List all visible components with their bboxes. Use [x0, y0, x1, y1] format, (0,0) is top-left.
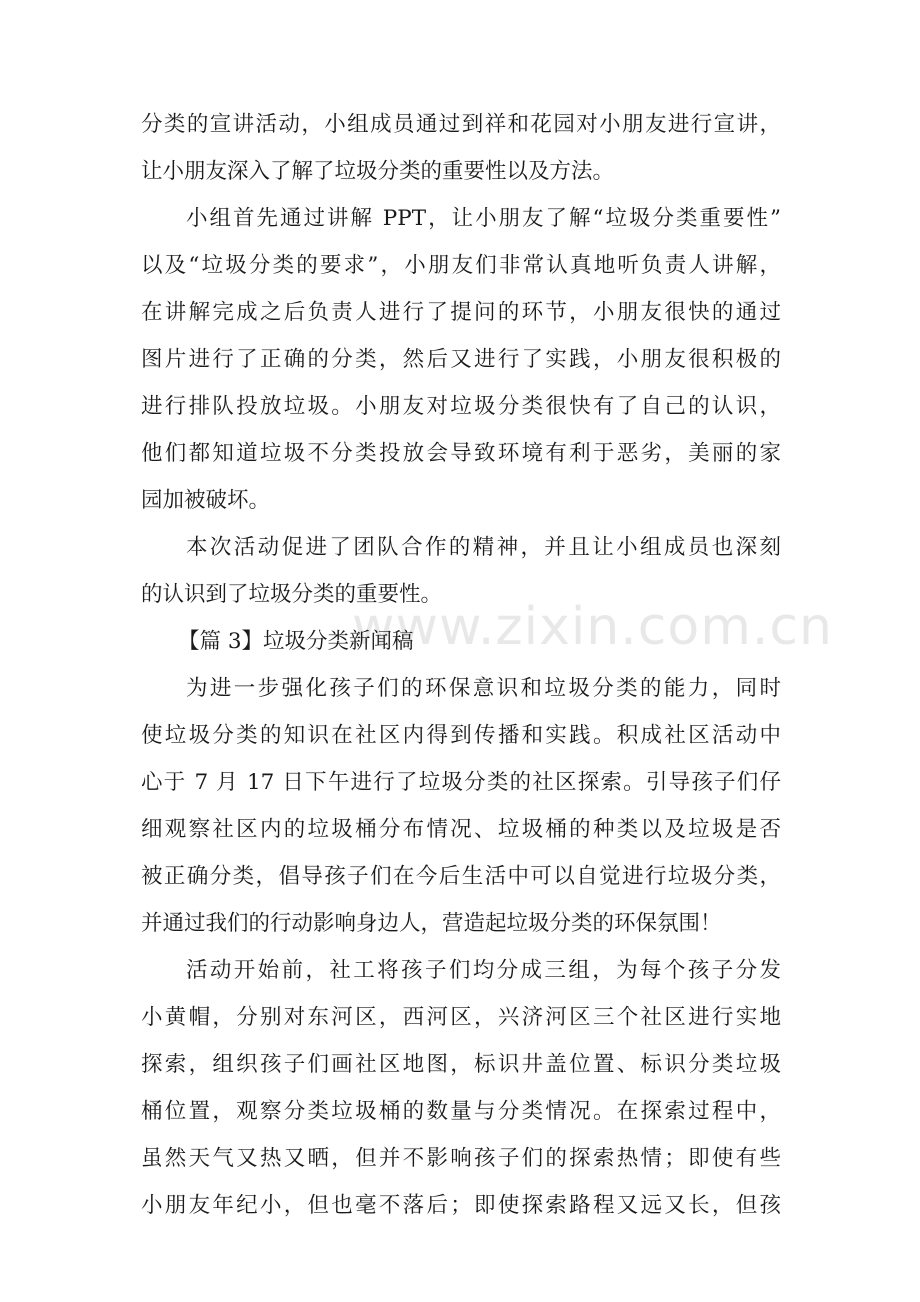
- watermark-text: www.zixin.com.cn: [352, 597, 833, 657]
- paragraph-5-line-3: 探索，组织孩子们画社区地图，标识井盖位置、标识分类垃圾: [141, 1052, 781, 1077]
- paragraph-4-line-1: 为进一步强化孩子们的环保意识和垃圾分类的能力，同时: [186, 676, 781, 701]
- paragraph-1-line-1: 分类的宣讲活动，小组成员通过到祥和花园对小朋友进行宣讲，: [141, 112, 781, 137]
- paragraph-5-line-2: 小黄帽，分别对东河区，西河区，兴济河区三个社区进行实地: [141, 1005, 781, 1030]
- paragraph-2-line-6: 他们都知道垃圾不分类投放会导致环境有利于恶劣，美丽的家: [141, 441, 781, 466]
- paragraph-5-line-5: 虽然天气又热又晒，但并不影响孩子们的探索热情；即使有些: [141, 1146, 781, 1171]
- paragraph-4-line-2: 使垃圾分类的知识在社区内得到传播和实践。积成社区活动中: [141, 723, 781, 748]
- paragraph-2-line-2: 以及“垃圾分类的要求”，小朋友们非常认真地听负责人讲解，: [141, 253, 781, 278]
- paragraph-2-line-5: 进行排队投放垃圾。小朋友对垃圾分类很快有了自己的认识，: [141, 394, 781, 419]
- paragraph-5-line-6: 小朋友年纪小，但也毫不落后；即使探索路程又远又长，但孩: [141, 1193, 781, 1218]
- paragraph-3-line-1: 本次活动促进了团队合作的精神，并且让小组成员也深刻: [186, 535, 781, 560]
- paragraph-2-line-7: 园加被破坏。: [141, 488, 271, 513]
- paragraph-5-line-1: 活动开始前，社工将孩子们均分成三组，为每个孩子分发: [186, 958, 781, 983]
- paragraph-2-line-4: 图片进行了正确的分类，然后又进行了实践，小朋友很积极的: [141, 347, 781, 372]
- paragraph-1-line-2: 让小朋友深入了解了垃圾分类的重要性以及方法。: [141, 159, 615, 184]
- paragraph-4-line-6: 并通过我们的行动影响身边人，营造起垃圾分类的环保氛围！: [141, 911, 722, 936]
- paragraph-2-line-1: 小组首先通过讲解 PPT，让小朋友了解“垃圾分类重要性”: [186, 206, 781, 231]
- section-heading: 【篇 3】垃圾分类新闻稿: [178, 629, 414, 654]
- paragraph-4-line-5: 被正确分类，倡导孩子们在今后生活中可以自觉进行垃圾分类，: [141, 864, 781, 889]
- paragraph-4-line-3: 心于 7 月 17 日下午进行了垃圾分类的社区探索。引导孩子们仔: [141, 770, 781, 795]
- paragraph-5-line-4: 桶位置，观察分类垃圾桶的数量与分类情况。在探索过程中，: [141, 1099, 781, 1124]
- paragraph-2-line-3: 在讲解完成之后负责人进行了提问的环节，小朋友很快的通过: [141, 300, 781, 325]
- paragraph-3-line-2: 的认识到了垃圾分类的重要性。: [141, 582, 443, 607]
- paragraph-4-line-4: 细观察社区内的垃圾桶分布情况、垃圾桶的种类以及垃圾是否: [141, 817, 781, 842]
